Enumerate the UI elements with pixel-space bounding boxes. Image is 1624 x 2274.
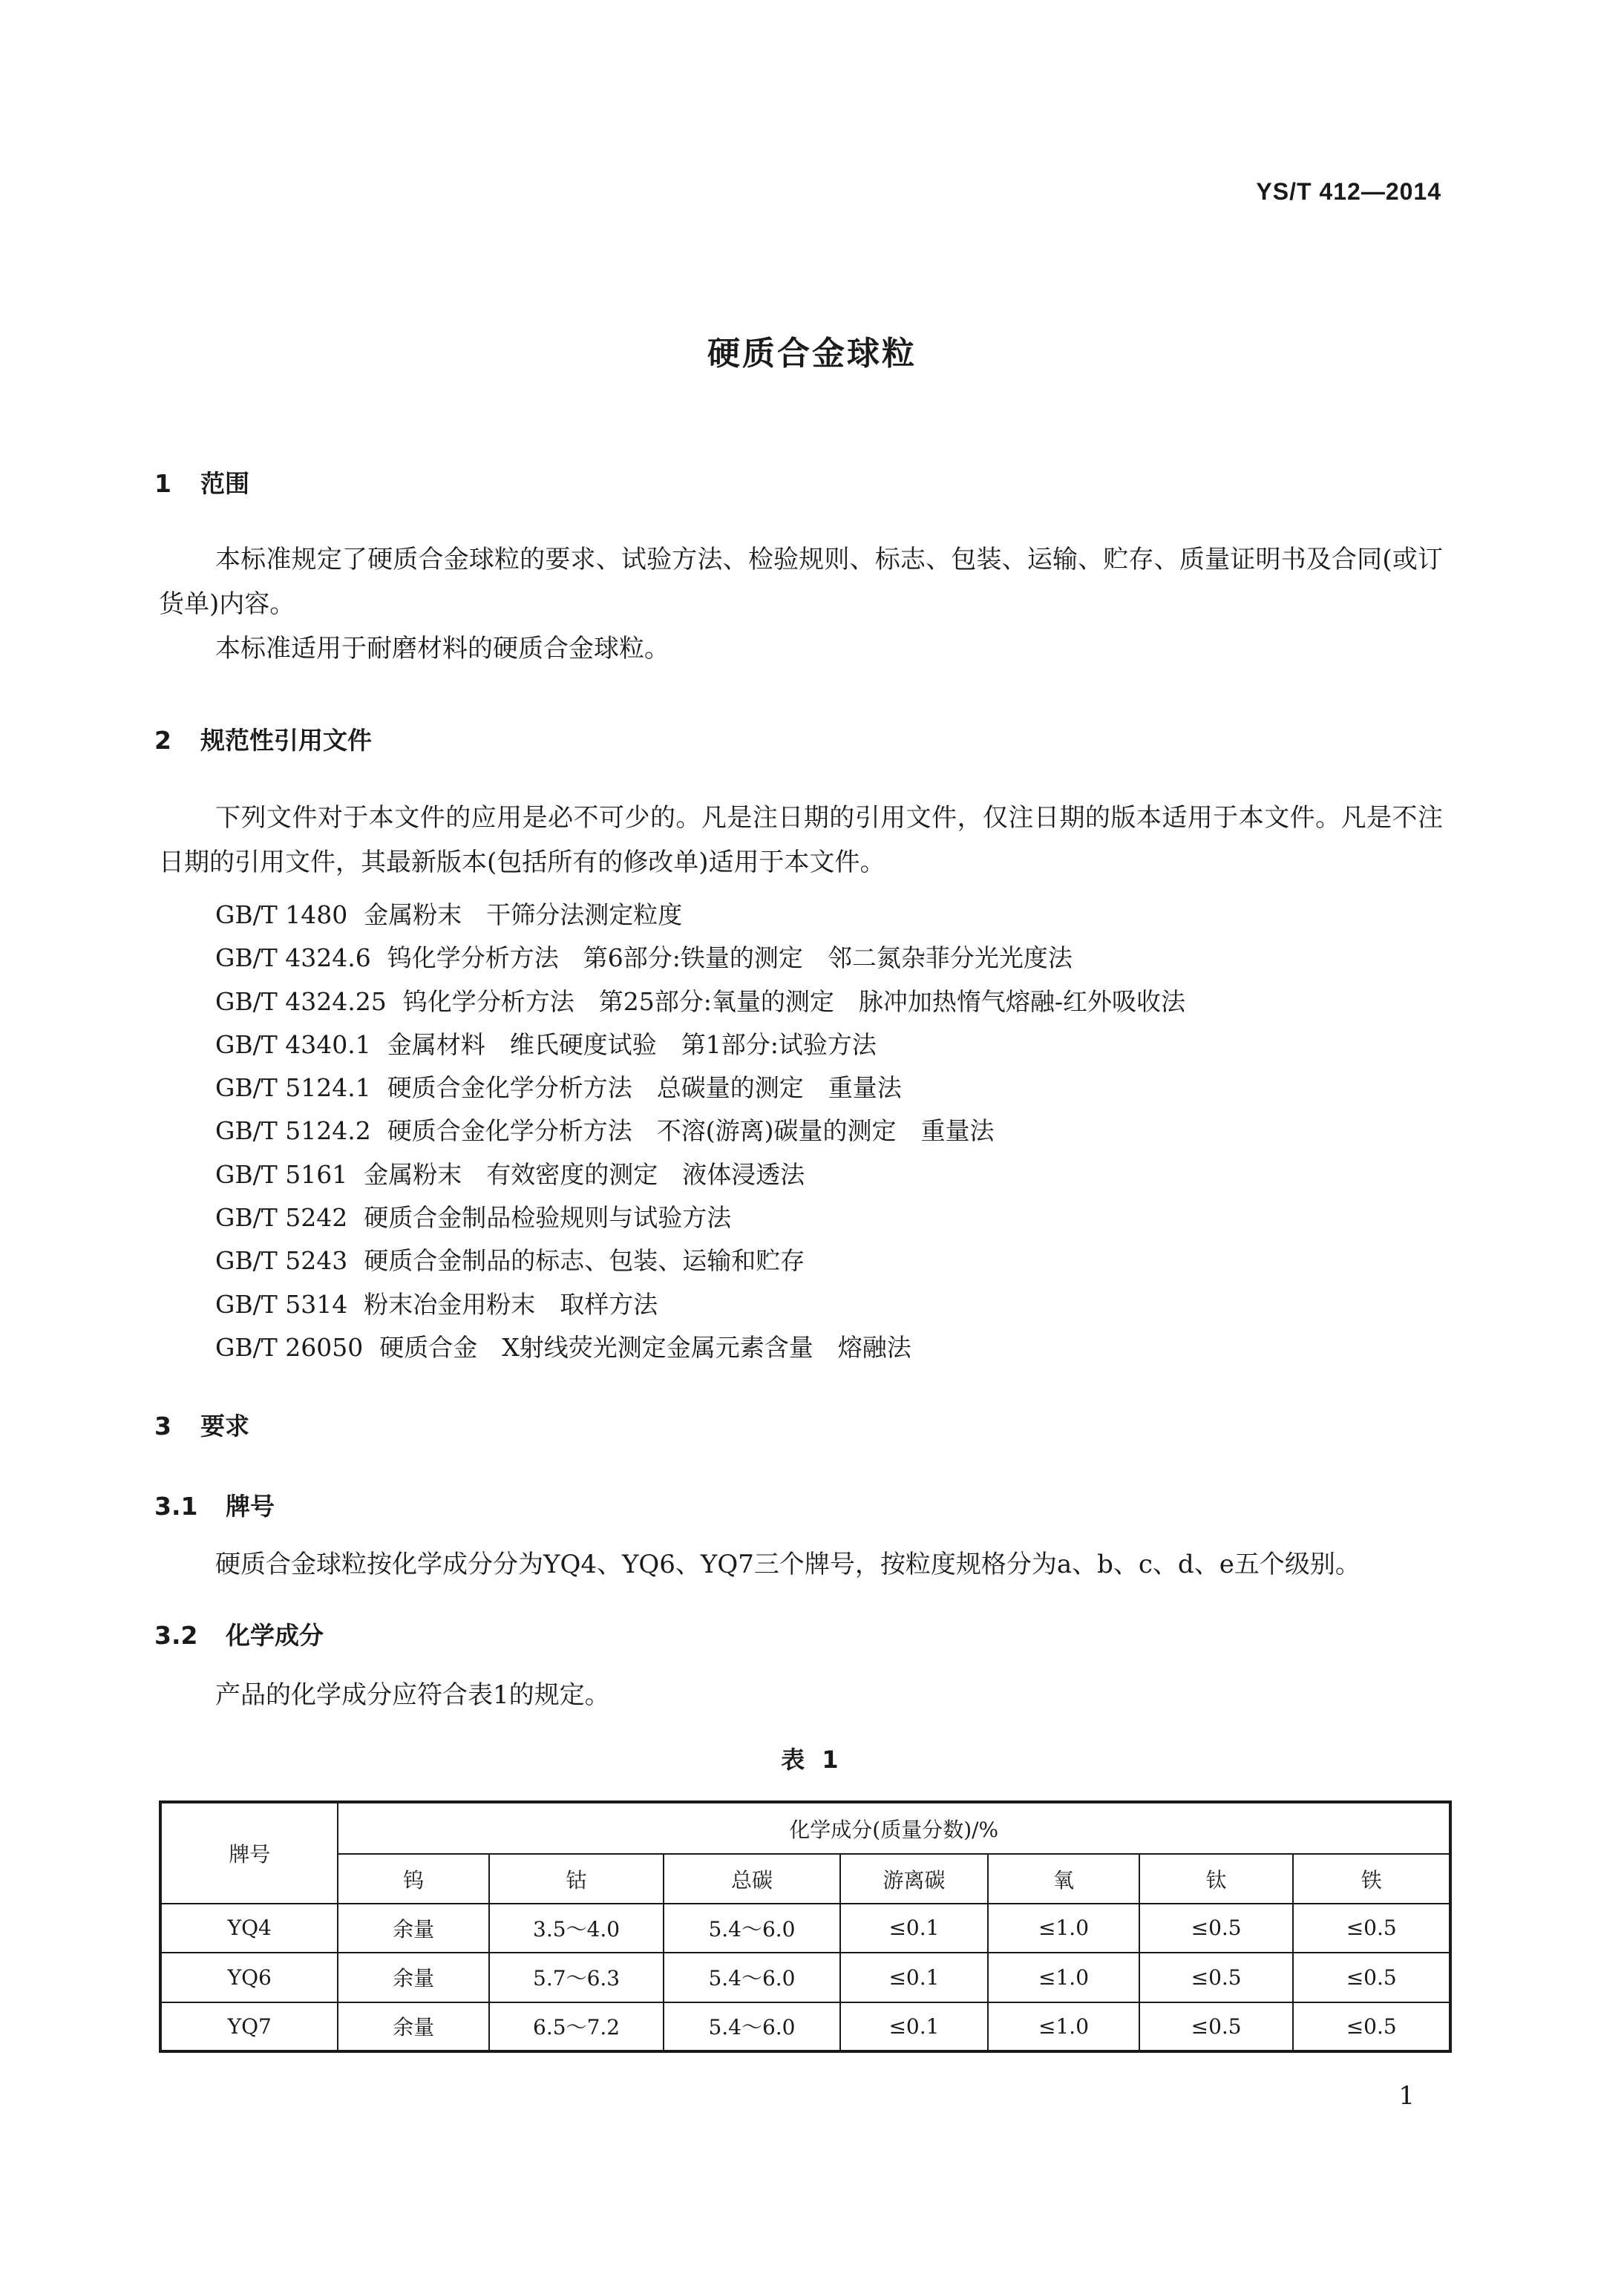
section-3-2-body (159, 1673, 1443, 1717)
section-3-heading (154, 1407, 249, 1442)
page-number: 1 (1398, 2081, 1415, 2111)
section-number: 3 (154, 1412, 171, 1441)
table-cell: ≤0.5 (1293, 2002, 1450, 2051)
reference-item (215, 1153, 1185, 1196)
section-title: 化学成分 (226, 1621, 324, 1650)
section-number: 3.2 (154, 1621, 198, 1650)
table-cell: ≤0.5 (1293, 1953, 1450, 2002)
reference-code: GB/T 5161 (215, 1159, 348, 1189)
reference-title: 硬质合金化学分析方法 总碳量的测定 重量法 (387, 1073, 902, 1103)
column-header: 钴 (489, 1854, 664, 1903)
reference-code: GB/T 4340.1 (215, 1029, 371, 1059)
reference-title: 金属粉末 干筛分法测定粒度 (364, 900, 683, 929)
table-cell: ≤0.1 (840, 2002, 989, 2051)
table-cell: ≤0.1 (840, 1953, 989, 2002)
table-cell: 6.5～7.2 (489, 2002, 664, 2051)
paragraph: 本标准适用于耐磨材料的硬质合金球粒。 (215, 634, 669, 663)
column-header: 氧 (988, 1854, 1139, 1903)
paragraph: 下列文件对于本文件的应用是必不可少的。凡是注日期的引用文件，仅注日期的版本适用于本文件。凡是不注日期的引用文件，其最新版本(包括所有的修改单)适用于本文件。 (159, 803, 1443, 877)
reference-title: 金属粉末 有效密度的测定 液体浸透法 (364, 1159, 805, 1189)
reference-code: GB/T 4324.25 (215, 986, 387, 1016)
table-cell: ≤0.5 (1139, 2002, 1294, 2051)
table-cell: 余量 (338, 1953, 488, 2002)
section-2-heading (154, 721, 372, 756)
reference-code: GB/T 5124.2 (215, 1116, 371, 1146)
reference-title: 硬质合金制品检验规则与试验方法 (364, 1203, 732, 1233)
paragraph: 本标准规定了硬质合金球粒的要求、试验方法、检验规则、标志、包装、运输、贮存、质量证明书及合同(或订货单)内容。 (159, 545, 1443, 619)
reference-code: GB/T 5314 (215, 1289, 348, 1319)
paragraph: 产品的化学成分应符合表1的规定。 (215, 1680, 610, 1710)
section-2-intro (159, 796, 1443, 885)
table-row (160, 1904, 1450, 1953)
section-3-1-body (159, 1542, 1443, 1587)
reference-title: 钨化学分析方法 第25部分:氧量的测定 脉冲加热惰气熔融-红外吸收法 (402, 986, 1185, 1016)
column-header: 钛 (1139, 1854, 1294, 1903)
reference-item (215, 1066, 1185, 1110)
table-cell: 余量 (338, 2002, 488, 2051)
reference-item (215, 1326, 1185, 1369)
reference-code: GB/T 26050 (215, 1332, 364, 1362)
grade-cell: YQ4 (160, 1904, 338, 1953)
section-1-body (159, 537, 1443, 671)
table-header-row (160, 1802, 1450, 1854)
grade-cell: YQ7 (160, 2002, 338, 2051)
reference-code: GB/T 1480 (215, 900, 348, 929)
group-header-cell: 化学成分(质量分数)/% (338, 1802, 1450, 1854)
normative-references (215, 894, 1185, 1369)
table-caption: 表 1 (781, 1746, 843, 1774)
standard-code: YS/T 412—2014 (1256, 178, 1441, 205)
reference-code: GB/T 5242 (215, 1203, 348, 1233)
grade-cell: YQ6 (160, 1953, 338, 2002)
paragraph: 硬质合金球粒按化学成分分为YQ4、YQ6、YQ7三个牌号，按粒度规格分为a、b、c、d、e五个级别。 (215, 1550, 1361, 1579)
reference-title: 硬质合金制品的标志、包装、运输和贮存 (364, 1246, 805, 1276)
reference-item (215, 1239, 1185, 1282)
reference-title: 金属材料 维氏硬度试验 第1部分:试验方法 (387, 1029, 877, 1059)
reference-code: GB/T 4324.6 (215, 943, 371, 973)
table-cell: ≤1.0 (988, 2002, 1139, 2051)
table-cell: 余量 (338, 1904, 488, 1953)
reference-title: 硬质合金 X射线荧光测定金属元素含量 熔融法 (379, 1332, 911, 1362)
reference-item (215, 980, 1185, 1023)
table-cell: 5.7～6.3 (489, 1953, 664, 2002)
document-title: 硬质合金球粒 (707, 335, 917, 373)
reference-item (215, 1023, 1185, 1066)
column-header: 钨 (338, 1854, 488, 1903)
table-cell: ≤0.5 (1139, 1953, 1294, 2002)
section-title: 范围 (200, 469, 249, 498)
section-3-1-heading (154, 1487, 275, 1522)
reference-item (215, 937, 1185, 980)
table-cell: 5.4～6.0 (664, 1953, 839, 2002)
table-cell: 3.5～4.0 (489, 1904, 664, 1953)
section-number: 2 (154, 726, 171, 755)
table-cell: ≤1.0 (988, 1904, 1139, 1953)
table-header-row (160, 1854, 1450, 1903)
section-title: 牌号 (226, 1492, 275, 1521)
table-cell: ≤1.0 (988, 1953, 1139, 2002)
reference-item (215, 1196, 1185, 1239)
section-3-2-heading (154, 1616, 324, 1651)
table-row (160, 2002, 1450, 2051)
section-title: 规范性引用文件 (200, 726, 372, 755)
section-1-heading (154, 465, 249, 499)
column-header: 总碳 (664, 1854, 839, 1903)
table-cell: 5.4～6.0 (664, 2002, 839, 2051)
table-cell: 5.4～6.0 (664, 1904, 839, 1953)
table-cell: ≤0.5 (1139, 1904, 1294, 1953)
reference-title: 硬质合金化学分析方法 不溶(游离)碳量的测定 重量法 (387, 1116, 995, 1146)
reference-item (215, 894, 1185, 937)
reference-item (215, 1283, 1185, 1326)
section-number: 1 (154, 469, 171, 498)
reference-code: GB/T 5243 (215, 1246, 348, 1276)
reference-title: 粉末冶金用粉末 取样方法 (364, 1289, 658, 1319)
reference-code: GB/T 5124.1 (215, 1073, 371, 1103)
reference-title: 钨化学分析方法 第6部分:铁量的测定 邻二氮杂菲分光光度法 (387, 943, 1073, 973)
chemical-composition-table (159, 1800, 1452, 2053)
table-cell: ≤0.5 (1293, 1904, 1450, 1953)
section-title: 要求 (200, 1412, 249, 1441)
column-header: 铁 (1293, 1854, 1450, 1903)
table-cell: ≤0.1 (840, 1904, 989, 1953)
column-header: 游离碳 (840, 1854, 989, 1903)
table-row (160, 1953, 1450, 2002)
section-number: 3.1 (154, 1492, 198, 1521)
reference-item (215, 1110, 1185, 1153)
grade-header-cell: 牌号 (160, 1802, 338, 1904)
